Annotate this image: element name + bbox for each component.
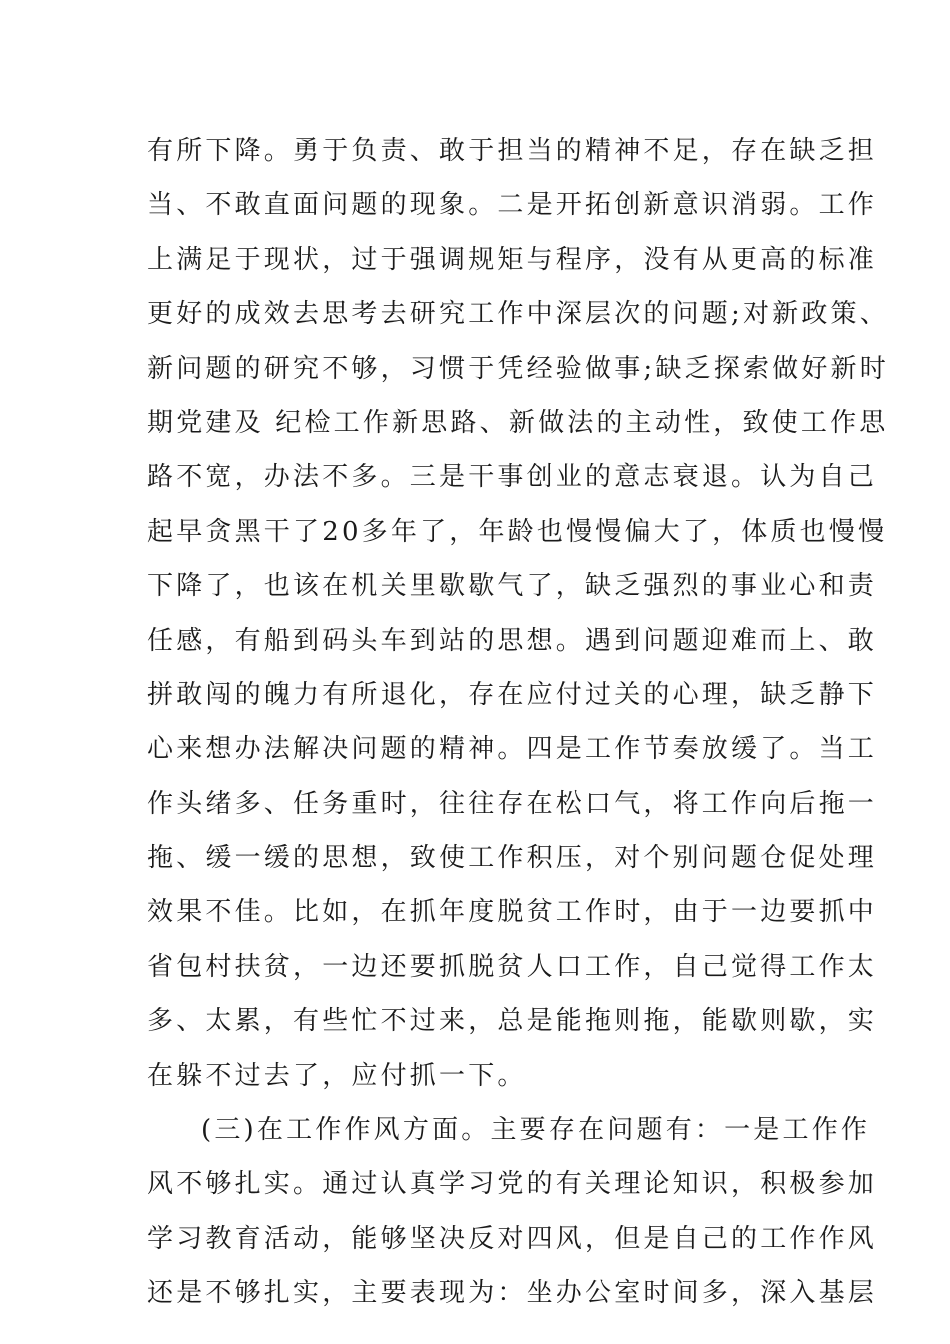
text-line: 学习教育活动，能够坚决反对四风，但是自己的工作作风 bbox=[147, 1223, 878, 1254]
text-line: 风不够扎实。通过认真学习党的有关理论知识，积极参加 bbox=[147, 1169, 878, 1200]
body-text bbox=[147, 124, 889, 1321]
text-line: 省包村扶贫，一边还要抓脱贫人口工作，自己觉得工作太 bbox=[147, 951, 878, 982]
text-line: 拖、缓一缓的思想，致使工作积压，对个别问题仓促处理 bbox=[147, 843, 878, 874]
text-line: 新问题的研究不够，习惯于凭经验做事;缺乏探索做好新时 bbox=[147, 353, 889, 384]
text-line: 作头绪多、任务重时，往往存在松口气，将工作向后拖一 bbox=[147, 788, 878, 819]
text-line: 当、不敢直面问题的现象。二是开拓创新意识消弱。工作 bbox=[147, 190, 878, 221]
text-line: 更好的成效去思考去研究工作中深层次的问题;对新政策、 bbox=[147, 299, 889, 330]
text-line: 效果不佳。比如，在抓年度脱贫工作时，由于一边要抓中 bbox=[147, 897, 878, 928]
text-line: 心来想办法解决问题的精神。四是工作节奏放缓了。当工 bbox=[147, 734, 878, 765]
text-line: 任感，有船到码头车到站的思想。遇到问题迎难而上、敢 bbox=[147, 625, 878, 656]
text-line: 在躲不过去了，应付抓一下。 bbox=[147, 1060, 527, 1091]
text-line: 还是不够扎实，主要表现为：坐办公室时间多，深入基层 bbox=[147, 1278, 878, 1309]
text-line: 起早贪黑干了20多年了，年龄也慢慢偏大了，体质也慢慢 bbox=[147, 516, 888, 547]
text-line: 上满足于现状，过于强调规矩与程序，没有从更高的标准 bbox=[147, 244, 878, 275]
text-line: 下降了，也该在机关里歇歇气了，缺乏强烈的事业心和责 bbox=[147, 571, 878, 602]
text-line: 有所下降。勇于负责、敢于担当的精神不足，存在缺乏担 bbox=[147, 136, 878, 166]
text-line: 期党建及 纪检工作新思路、新做法的主动性，致使工作思 bbox=[147, 407, 889, 438]
text-line: 多、太累，有些忙不过来，总是能拖则拖，能歇则歇，实 bbox=[147, 1006, 878, 1037]
text-line: 路不宽，办法不多。三是干事创业的意志衰退。认为自己 bbox=[147, 462, 878, 493]
text-line: 拼敢闯的魄力有所退化，存在应付过关的心理，缺乏静下 bbox=[147, 679, 878, 710]
section-heading-line: (三)在工作作风方面。主要存在问题有：一是工作作 bbox=[201, 1115, 871, 1146]
